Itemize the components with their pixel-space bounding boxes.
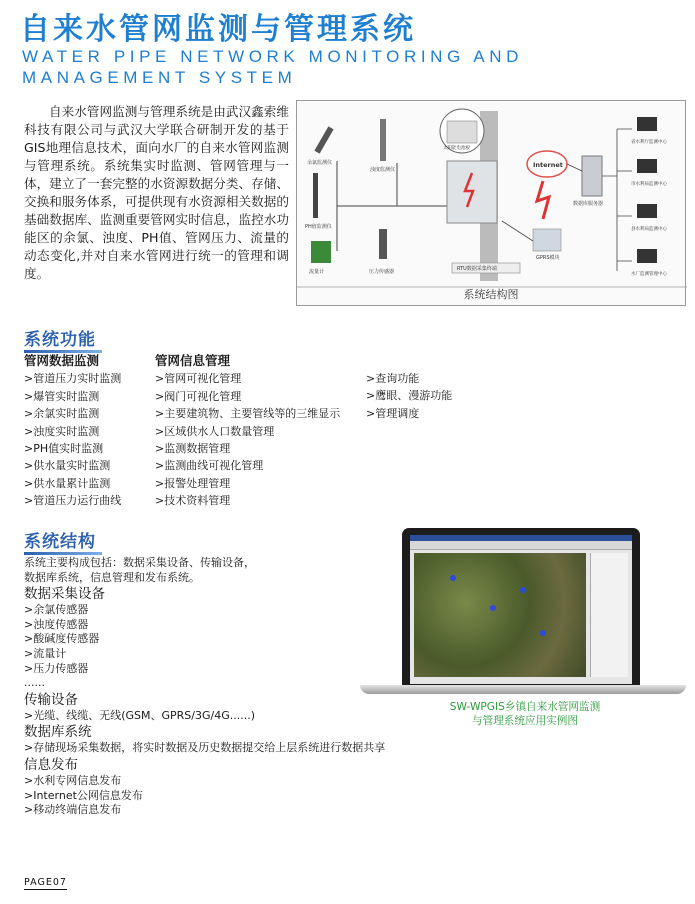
laptop-caption-line-2: 与管理系统应用实例图 [472, 715, 578, 727]
list-item: >主要建筑物、主要管线等的三维显示 [155, 407, 341, 421]
list-item: >余氯实时监测 [24, 407, 100, 421]
page-number: PAGE07 [24, 877, 67, 888]
client-province [631, 117, 667, 145]
svg-text:GPRS模块: GPRS模块 [536, 255, 560, 261]
svg-text:太阳能电池板: 太阳能电池板 [443, 146, 470, 151]
section-functions-title: 系统功能 [24, 330, 96, 350]
laptop-screen [402, 528, 640, 688]
list-item: >Internet公网信息发布 [24, 788, 143, 802]
subtitle-line-2: MANAGEMENT SYSTEM [22, 68, 297, 87]
functions-col-monitoring [24, 352, 154, 510]
list-item: >移动终端信息发布 [24, 803, 122, 817]
list-item: >鹰眼、漫游功能 [366, 389, 453, 403]
acq-title: 数据采集设备 [24, 586, 105, 603]
list-item: >管道压力实时监测 [24, 372, 122, 386]
list-item: >压力传感器 [24, 661, 89, 675]
svg-text:省水利厅监测中心: 省水利厅监测中心 [631, 140, 667, 145]
list-item: >浊度传感器 [24, 617, 89, 631]
laptop-base [360, 685, 686, 694]
sensor-chlorine [307, 126, 334, 166]
functions-col-other [366, 370, 506, 422]
section-underline [24, 552, 102, 555]
structure-intro-1: 系统主要构成包括：数据采集设备、传输设备， [24, 556, 255, 569]
gprs-module [533, 229, 561, 251]
list-item: >流量计 [24, 646, 67, 660]
svg-text:RTU数据采集终端: RTU数据采集终端 [457, 266, 497, 272]
client-city [631, 159, 667, 187]
client-waterworks [631, 249, 667, 277]
list-item: >监测曲线可视化管理 [155, 459, 264, 473]
list-item: >阀门可视化管理 [155, 389, 242, 403]
list-item: >供水量实时监测 [24, 459, 111, 473]
list-item: >管理调度 [366, 406, 420, 420]
list-item: >监测数据管理 [155, 442, 231, 456]
list-item: >区域供水人口数量管理 [155, 424, 275, 438]
list-item: >技术资料管理 [155, 494, 231, 508]
svg-text:压力传感器: 压力传感器 [369, 269, 395, 275]
diagram-caption: 系统结构图 [463, 288, 519, 301]
list-item: >水利专网信息发布 [24, 773, 122, 787]
svg-text:流量计: 流量计 [309, 269, 325, 275]
gis-map-screenshot [410, 535, 632, 684]
svg-text:县水利局监测中心: 县水利局监测中心 [631, 227, 667, 232]
svg-text:余氯监测仪: 余氯监测仪 [307, 160, 333, 166]
svg-text:数据库服务器: 数据库服务器 [573, 201, 604, 207]
svg-text:水厂监测管理中心: 水厂监测管理中心 [631, 272, 667, 277]
list-item: >管网可视化管理 [155, 372, 242, 386]
database-server [582, 156, 602, 196]
list-item: >供水量累计监测 [24, 476, 111, 490]
svg-text:浊度监测仪: 浊度监测仪 [370, 167, 396, 173]
list-item: >管道压力运行曲线 [24, 494, 122, 508]
pub-title: 信息发布 [24, 756, 78, 773]
list-item: >余氯传感器 [24, 603, 89, 617]
sensor-flowmeter [309, 241, 331, 275]
list-item: >报警处理管理 [155, 476, 231, 490]
list-item: >酸碱度传感器 [24, 632, 100, 646]
list-item: >浊度实时监测 [24, 424, 100, 438]
section-structure-title: 系统结构 [24, 532, 96, 552]
list-item: >查询功能 [366, 372, 420, 385]
db-title: 数据库系统 [24, 724, 92, 741]
section-structure-heading [24, 527, 96, 552]
architecture-svg [297, 101, 687, 307]
col-title: 管网信息管理 [155, 353, 231, 368]
trans-title: 传输设备 [24, 691, 78, 708]
section-functions-heading [24, 325, 96, 350]
list-item: >PH值实时监测 [24, 442, 104, 456]
functions-col-management [155, 352, 365, 510]
col-title: 管网数据监测 [24, 353, 100, 368]
structure-intro-2: 数据库系统，信息管理和发布系统。 [24, 570, 200, 584]
laptop-caption-line-1: SW-WPGIS乡镇自来水管网监测 [449, 701, 601, 713]
list-item: ...... [24, 676, 45, 690]
svg-text:Internet: Internet [533, 161, 563, 169]
system-architecture-diagram [296, 100, 686, 306]
client-county [631, 204, 667, 232]
sensor-pressure [369, 229, 394, 275]
svg-text:市水利局监测中心: 市水利局监测中心 [631, 182, 667, 187]
laptop-illustration [360, 525, 686, 695]
sensor-ph [305, 173, 332, 230]
page-title: 自来水管网监测与管理系统 [20, 12, 416, 47]
subtitle-line-1: WATER PIPE NETWORK MONITORING AND [22, 47, 523, 66]
laptop-caption [430, 700, 620, 728]
svg-text:PH值监测仪: PH值监测仪 [305, 224, 332, 230]
list-item: >爆管实时监测 [24, 389, 100, 403]
sensor-turbidity [370, 119, 395, 173]
list-item: >光缆、线缆、无线(GSM、GPRS/3G/4G......) [24, 708, 256, 722]
intro-paragraph: 自来水管网监测与管理系统是由武汉鑫索维科技有限公司与武汉大学联合研制开发的基于GIS地理信息技术，面向水厂的自来水管网监测与管理系统。系统集实时监测、管网管理与一体，建立了一套完整的水资源数据分类、存储、交换和服务体系，可提供现有水资源相关数据的基础数据库、监测重要管网实时信息，监控水功能区的余氯、浊度、PH值、管网压力、流量的动态变化,并对自来水管网进行统一的管理和调度。 [24, 104, 289, 281]
list-item: >存储现场采集数据，将实时数据及历史数据提交给上层系统进行数据共享 [24, 741, 386, 755]
page-subtitle-en [22, 46, 542, 88]
